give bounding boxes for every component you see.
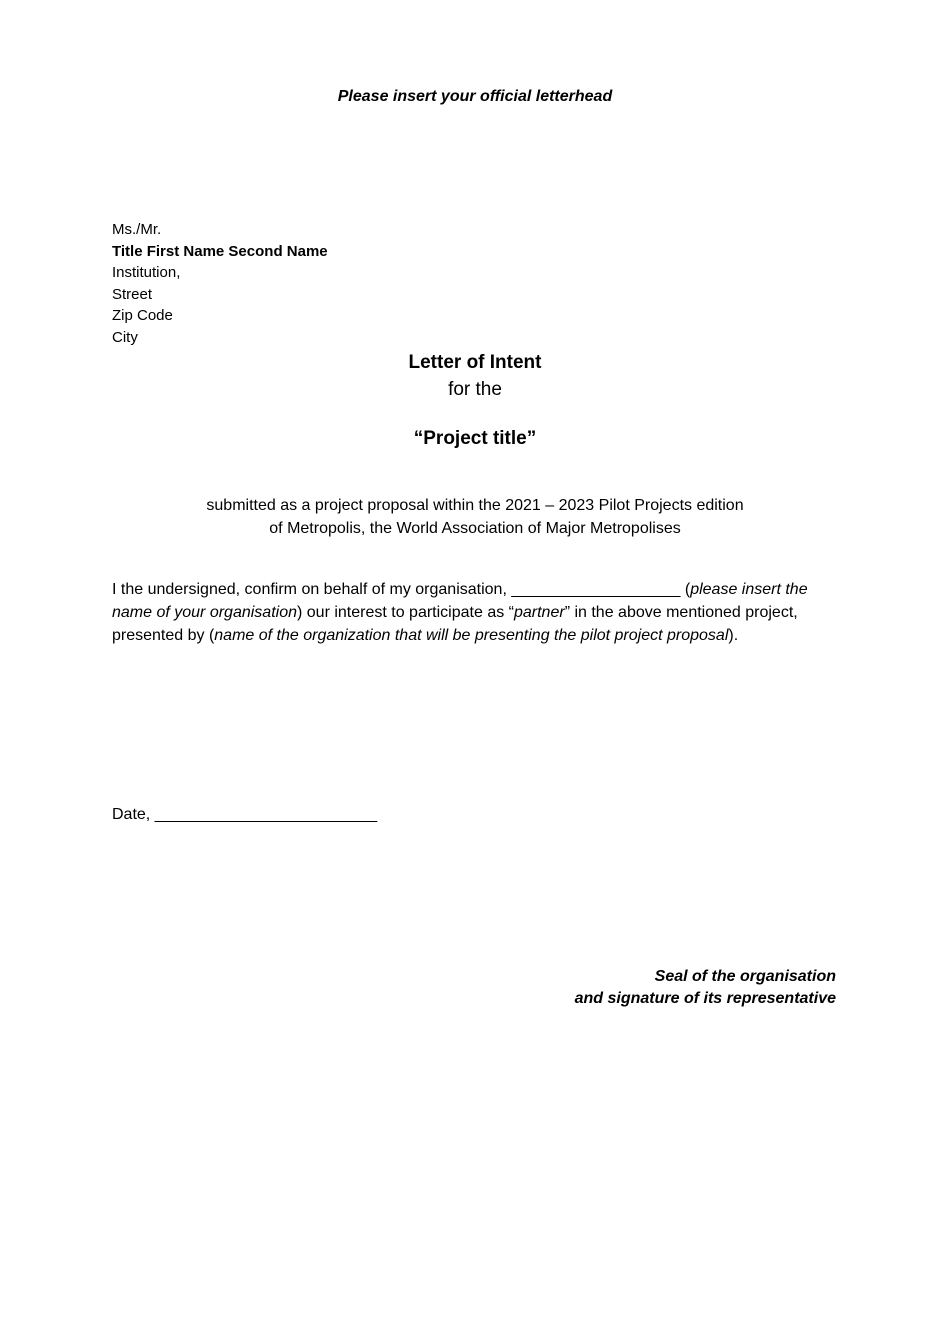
recipient-address bbox=[112, 219, 328, 349]
body-italic-organisation: please insert the name of your organisation bbox=[112, 581, 808, 621]
recipient-name: Title First Name Second Name bbox=[112, 242, 328, 260]
signature-line-2: and signature of its representative bbox=[574, 990, 836, 1007]
confirmation-paragraph bbox=[112, 578, 842, 647]
letterhead-placeholder: Please insert your official letterhead bbox=[337, 88, 613, 105]
submission-note bbox=[0, 494, 950, 540]
recipient-city: City bbox=[112, 328, 138, 346]
signature-line-1: Seal of the organisation bbox=[654, 968, 836, 985]
date-line: Date, _________________________ bbox=[112, 806, 378, 823]
project-title: “Project title” bbox=[413, 428, 537, 449]
recipient-street: Street bbox=[112, 285, 153, 303]
body-text-4: ). bbox=[728, 627, 739, 644]
salutation: Ms./Mr. bbox=[112, 221, 162, 238]
letter-heading bbox=[0, 349, 950, 403]
body-italic-presenter: name of the organization that will be presenting the pilot project proposal bbox=[214, 627, 729, 644]
recipient-zip: Zip Code bbox=[112, 307, 173, 325]
recipient-institution: Institution, bbox=[112, 264, 181, 282]
body-italic-partner: partner bbox=[513, 604, 565, 621]
body-text-1: I the undersigned, confirm on behalf of my organisation, ___________________ ( bbox=[112, 581, 691, 598]
submission-line-2: of Metropolis, the World Association of Major Metropolises bbox=[269, 520, 681, 537]
letter-title: Letter of Intent bbox=[408, 352, 542, 373]
signature-block bbox=[575, 966, 836, 1010]
body-text-3: ” in the above mentioned project, presented by ( bbox=[112, 604, 798, 644]
submission-line-1: submitted as a project proposal within the 2021 – 2023 Pilot Projects edition bbox=[206, 497, 744, 514]
body-text-2: ) our interest to participate as “ bbox=[297, 604, 514, 621]
letter-subtitle: for the bbox=[448, 379, 502, 400]
